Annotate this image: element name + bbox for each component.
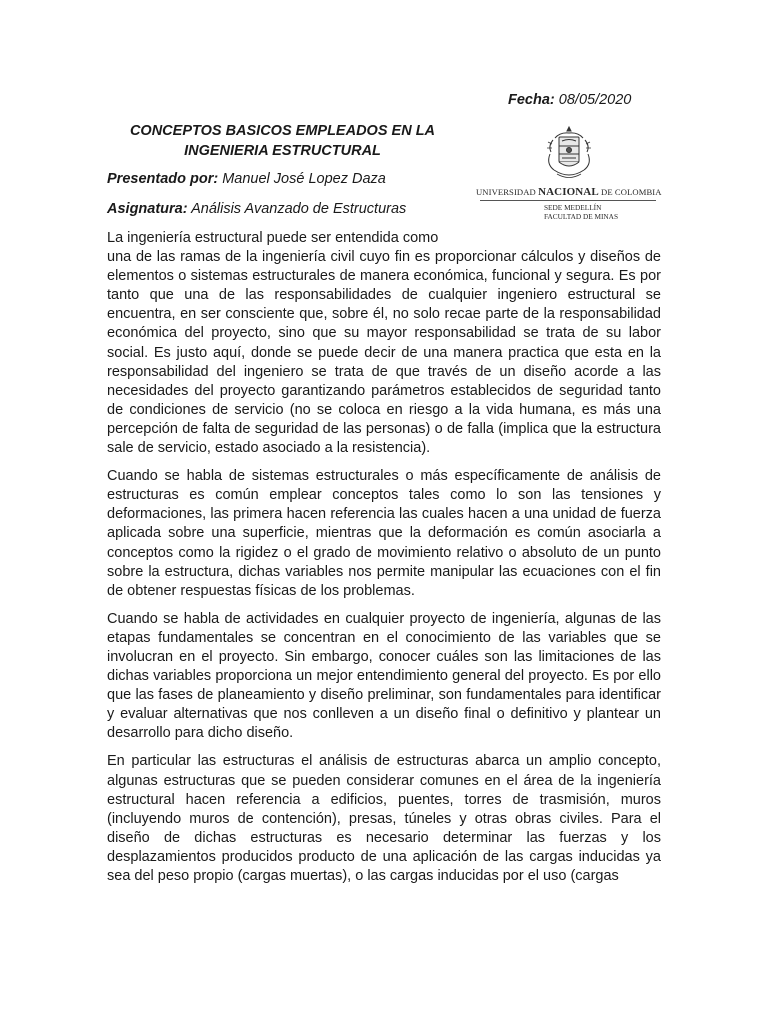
university-name-big: NACIONAL — [538, 186, 599, 198]
paragraph-3: Cuando se habla de actividades en cualquier proyecto de ingeniería, algunas de las etapas fundamentales se concentran en el conocimiento de las variables que se involucran en el proyecto. Sin embargo, conocer cuáles son las limitaciones de las dichas variables proporciona un mejor entendimiento general del proyecto. Es por ello que las fases de planeamiento y diseño preliminar, son fundamentales para identificar y evaluar alternativas que nos conlleven a un diseño final o definitivo y plantear un desarrollo para dicho diseño. — [107, 610, 661, 742]
author-line — [107, 169, 386, 189]
subject-line — [107, 199, 406, 219]
author-label: Presentado por: — [107, 171, 219, 187]
subject-label: Asignatura: — [107, 201, 188, 217]
document-title: CONCEPTOS BASICOS EMPLEADOS EN LA INGENIERIA ESTRUCTURAL — [129, 123, 436, 159]
date-line — [508, 91, 631, 109]
paragraph-1-rest: una de las ramas de la ingeniería civil cuyo fin es proporcionar cálculos y diseños de elementos o sistemas estructurales de manera económica, funcional y segura. Es por tanto que una de las responsabilidades de cualquier ingeniero estructural se encuentra, en ser consciente que, sobre él, no solo recae parte de la responsabilidad económica del proyecto, sino que su mayor responsabilidad se trata de su labor social. Es justo aquí, donde se puede decir de una manera practica que esta en la responsabilidad del ingeniero se trata de que través de un diseño acorde a las necesidades del proyecto garantizando parámetros establecidos de seguridad tanto de condiciones de servicio (no se coloca en riesgo a la vida humana, es más una percepción de falta de seguridad de las personas) o de falla (implica que la estructura sale de servicio, estado asociado a la resistencia). — [107, 249, 661, 457]
university-logo — [476, 124, 661, 224]
coat-of-arms-icon — [540, 124, 598, 184]
paragraph-1-first-line: La ingeniería estructural puede ser entendida como — [107, 230, 439, 246]
date-label: Fecha: — [508, 92, 555, 108]
faculty-name: FACULTAD DE MINAS — [544, 212, 619, 221]
university-name-prefix: UNIVERSIDAD — [476, 187, 539, 197]
subject-name: Análisis Avanzado de Estructuras — [191, 201, 407, 217]
date-value: 08/05/2020 — [558, 92, 632, 108]
document-body — [107, 229, 661, 895]
paragraph-2: Cuando se habla de sistemas estructurales o más específicamente de análisis de estructuras es común emplear conceptos tales como lo son las tensiones y deformaciones, las primera hacen referencia las cuales hacen a una unidad de fuerza aplicada sobre una superficie, mientras que la deformación es común asociarla a conceptos como la rigidez o el grado de movimiento relativo o absoluto de un punto sobre la estructura, dichas variables nos permite manipular las ecuaciones con el fin de obtener respuestas físicas de los problemas. — [107, 468, 661, 599]
author-name: Manuel José Lopez Daza — [222, 171, 386, 187]
paragraph-1 — [107, 229, 661, 458]
university-name-suffix: DE COLOMBIA — [598, 187, 662, 197]
university-name — [476, 186, 661, 198]
paragraph-4: En particular las estructuras el análisis de estructuras abarca un amplio concepto, algunas estructuras que se pueden considerar comunes en el área de la ingeniería estructural hacen referencia a edificios, puentes, torres de trasmisión, muros (incluyendo muros de contención), presas, túneles y otras obras civiles. Para el diseño de dichas estructuras es necesario determinar las fuerzas y los desplazamientos producidos producto de una aplicación de las cargas inducidas ya sea del peso propio (cargas muertas), o las cargas inducidas por el uso (cargas — [107, 753, 661, 884]
logo-divider — [480, 200, 656, 201]
campus-name: SEDE MEDELLÍN — [544, 203, 602, 212]
faculty-label — [544, 203, 618, 221]
